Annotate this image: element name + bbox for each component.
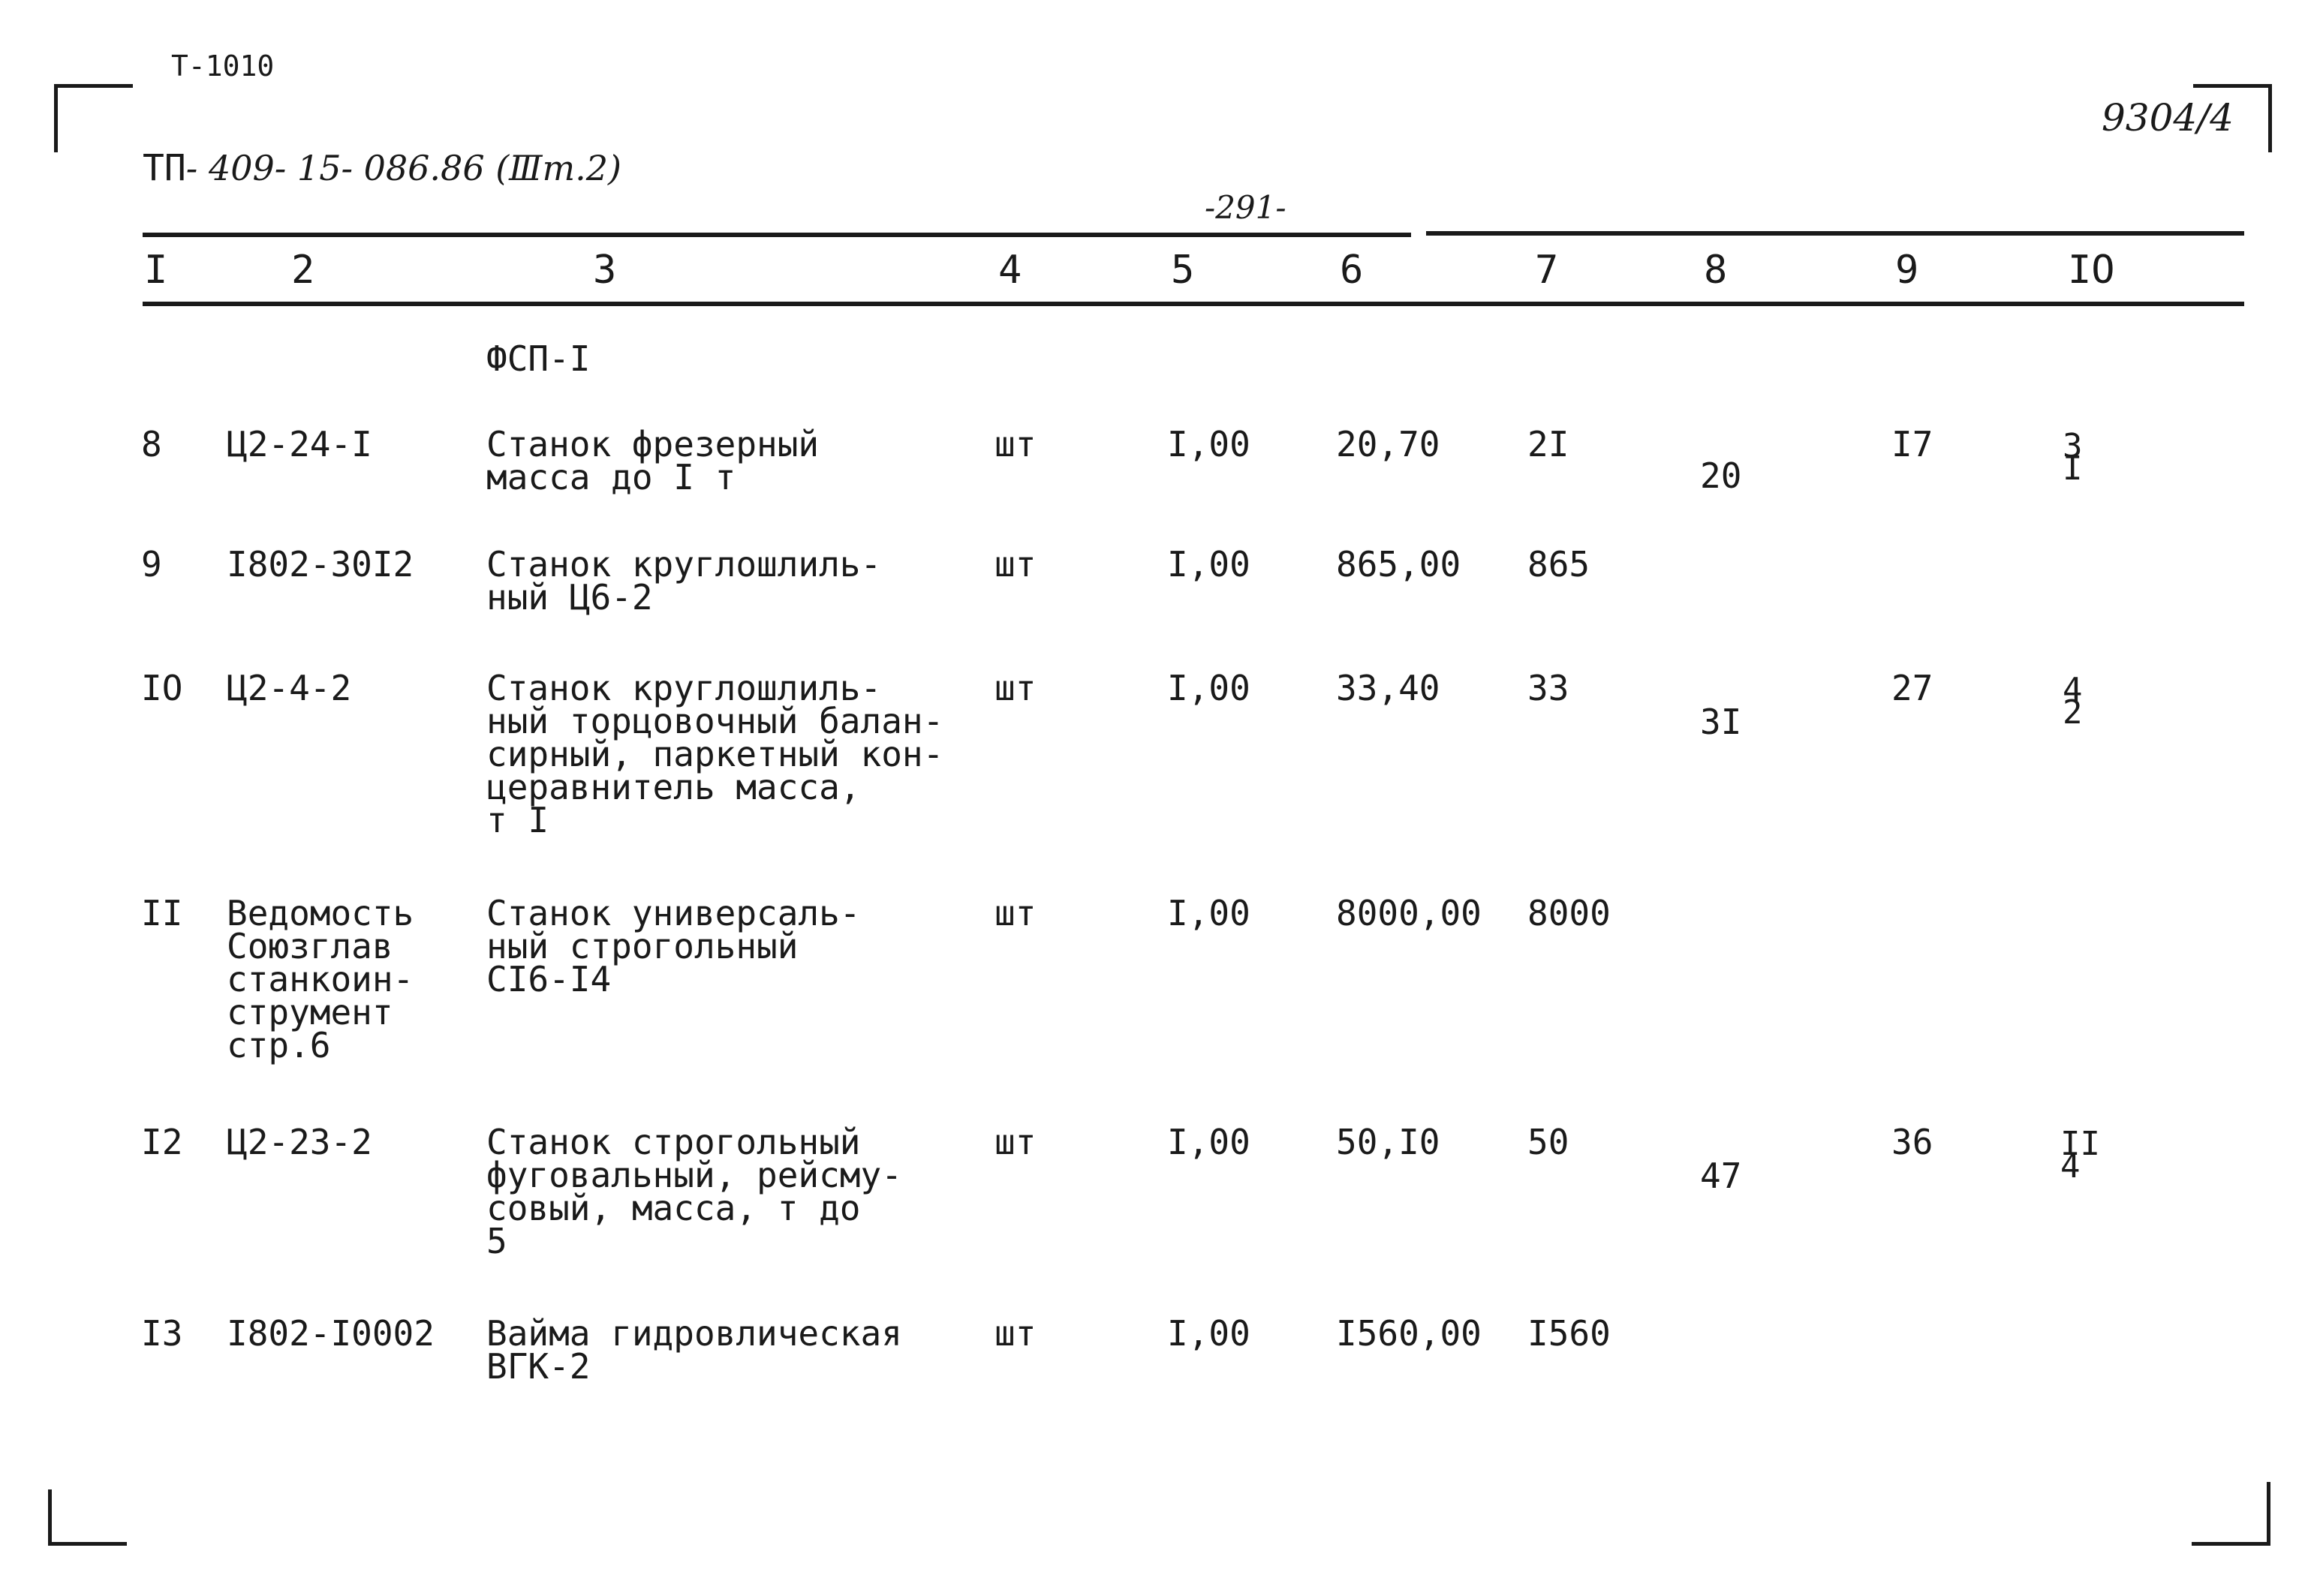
row-number: 9 (141, 544, 162, 585)
row-name: Вайма гидровлическая ВГК-2 (486, 1313, 902, 1387)
col-header-4: 4 (998, 248, 1022, 293)
row-name: Станок круглошлиль- ный Ц6-2 (486, 544, 882, 618)
row-col7: 2I (1527, 424, 1569, 464)
doc-code-handwritten: - 409- 15- 086.86 (Ⅲт.2) (185, 148, 621, 188)
row-col7: 50 (1527, 1122, 1569, 1162)
col-header-7: 7 (1535, 248, 1559, 293)
row-qty: I,00 (1167, 1122, 1250, 1162)
row-code: Ведомость Союзглав станкоин- струмент стр.6 (227, 893, 414, 1066)
row-unit: шт (995, 893, 1037, 933)
col-header-8: 8 (1704, 248, 1728, 293)
row-name: Станок круглошлиль- ный торцовочный балан- сирный, паркетный кон- церавнитель масса, т I (486, 668, 944, 840)
row-col7: 865 (1527, 544, 1590, 585)
row-col7: 8000 (1527, 893, 1611, 933)
row-price: 8000,00 (1336, 893, 1482, 933)
row-col9: 27 (1891, 668, 1933, 708)
row-col8: 20 (1700, 455, 1742, 496)
row-number: I3 (141, 1313, 183, 1354)
row-qty: I,00 (1167, 893, 1250, 933)
header-bottom-rule (143, 302, 2244, 306)
row-qty: I,00 (1167, 544, 1250, 585)
row-col9: I7 (1891, 424, 1933, 464)
row-col9: 36 (1891, 1122, 1933, 1162)
row-number: I2 (141, 1122, 183, 1162)
row-code: Ц2-23-2 (227, 1122, 372, 1162)
row-col7: I560 (1527, 1313, 1611, 1354)
col-header-6: 6 (1340, 248, 1364, 293)
row-col7: 33 (1527, 668, 1569, 708)
row-code: I802-30I2 (227, 544, 414, 585)
row-price: 50,I0 (1336, 1122, 1440, 1162)
header-top-rule-right (1426, 231, 2244, 236)
corner-bracket-bottom-right (2192, 1482, 2270, 1546)
row-number: IO (141, 668, 183, 708)
col-header-10: IO (2068, 248, 2115, 293)
top-mark: Т-1010 (171, 50, 275, 83)
page-number: -291- (1205, 189, 1286, 226)
row-price: 20,70 (1336, 424, 1440, 464)
row-number: 8 (141, 424, 162, 464)
row-col10: 4 2 (2063, 671, 2083, 732)
row-price: 865,00 (1336, 544, 1461, 585)
row-unit: шт (995, 668, 1037, 708)
col-header-3: 3 (593, 248, 617, 293)
row-name: Станок строгольный фуговальный, рейсму- совый, масса, т до 5 (486, 1122, 902, 1261)
row-price: 33,40 (1336, 668, 1440, 708)
col-header-9: 9 (1895, 248, 1919, 293)
row-qty: I,00 (1167, 1313, 1250, 1354)
row-price: I560,00 (1336, 1313, 1482, 1354)
doc-code-prefix: ТП (143, 147, 186, 189)
row-col8: 47 (1700, 1156, 1742, 1196)
col-header-1: I (144, 248, 168, 293)
col-header-5: 5 (1171, 248, 1195, 293)
row-qty: I,00 (1167, 668, 1250, 708)
row-unit: шт (995, 1122, 1037, 1162)
row-name: Станок фрезерный масса до I т (486, 424, 820, 497)
row-code: Ц2-24-I (227, 424, 372, 464)
header-top-rule-left (143, 233, 1411, 237)
row-col10: 3 I (2063, 427, 2083, 488)
row-qty: I,00 (1167, 424, 1250, 464)
corner-bracket-top-left (54, 84, 133, 152)
corner-bracket-bottom-left (48, 1489, 127, 1546)
row-name: Станок универсаль- ный строгольный СI6-I4 (486, 893, 861, 999)
row-code: Ц2-4-2 (227, 668, 352, 708)
corner-code: 9304/4 (2102, 96, 2234, 140)
row-col8: 3I (1700, 702, 1742, 742)
section-title: ФСП-I (486, 338, 591, 379)
row-unit: шт (995, 1313, 1037, 1354)
doc-code (143, 147, 621, 189)
row-col10: II 4 (2060, 1125, 2100, 1186)
row-code: I802-I0002 (227, 1313, 435, 1354)
row-unit: шт (995, 544, 1037, 585)
row-unit: шт (995, 424, 1037, 464)
row-number: II (141, 893, 183, 933)
col-header-2: 2 (291, 248, 315, 293)
